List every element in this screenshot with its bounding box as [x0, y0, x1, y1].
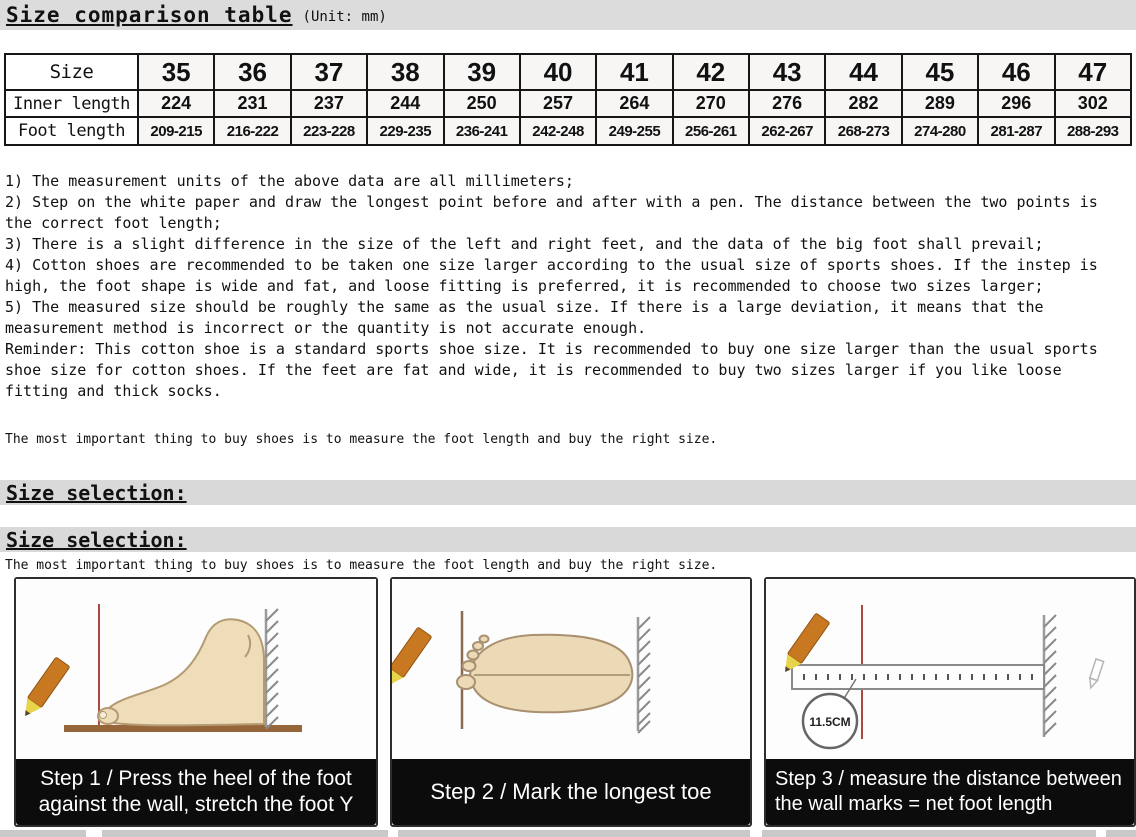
foot-side-view: [104, 619, 264, 725]
size-selection-heading-1: Size selection:: [6, 481, 187, 505]
table-cell: 237: [291, 90, 367, 117]
table-cell: 209-215: [138, 117, 214, 145]
wall-hatch: [638, 617, 650, 733]
table-cell: 270: [673, 90, 749, 117]
toe-4: [473, 642, 483, 650]
note-reminder: Reminder: This cotton shoe is a standard sports shoe size. It is recommended to buy one size larger than the usual sports shoe size for cotton shoes. If the feet are fat and wide, it is recommended to buy two sizes larger if you like loose fitting and thick socks.: [5, 339, 1133, 402]
table-cell: 242-248: [520, 117, 596, 145]
step3-caption: Step 3 / measure the distance between the wall marks = net foot length: [766, 759, 1134, 825]
page-title: Size comparison table: [6, 3, 293, 27]
note-4: 4) Cotton shoes are recommended to be taken one size larger according to the usual size of sports shoes. If the instep is high, the foot shape is wide and fat, and loose fitting is preferred, it is recommended to choose two sizes larger;: [5, 255, 1133, 297]
table-cell: 302: [1055, 90, 1132, 117]
table-row-foot-length: [5, 117, 1131, 145]
note-3: 3) There is a slight difference in the size of the left and right feet, and the data of the big foot shall prevail;: [5, 234, 1133, 255]
table-cell: 39: [444, 54, 520, 90]
table-cell: 44: [825, 54, 901, 90]
table-cell: 274-280: [902, 117, 978, 145]
table-cell: 262-267: [749, 117, 825, 145]
table-cell: 282: [825, 90, 901, 117]
table-cell: 276: [749, 90, 825, 117]
table-cell: 223-228: [291, 117, 367, 145]
measurement-notes: [0, 171, 1133, 402]
step3-illustration: [766, 579, 1134, 759]
table-cell: 46: [978, 54, 1054, 90]
table-cell: 250: [444, 90, 520, 117]
table-cell: 229-235: [367, 117, 443, 145]
table-cell: 244: [367, 90, 443, 117]
table-cell: 37: [291, 54, 367, 90]
table-row-size: [5, 54, 1131, 90]
toe-2: [463, 661, 476, 671]
table-cell: 40: [520, 54, 596, 90]
buying-tip-text-repeat: The most important thing to buy shoes is to measure the foot length and buy the right size.: [0, 558, 1136, 573]
table-cell: 42: [673, 54, 749, 90]
unit-label: (Unit: mm): [303, 6, 387, 25]
size-comparison-header-bar: [0, 0, 1136, 30]
size-selection-heading-bar-2: [0, 527, 1136, 552]
step1-panel: [14, 577, 378, 827]
row-header-inner-length: Inner length: [5, 90, 138, 117]
row-header-foot-length: Foot length: [5, 117, 138, 145]
step1-caption: Step 1 / Press the heel of the foot against the wall, stretch the foot Y: [16, 759, 376, 825]
table-cell: 289: [902, 90, 978, 117]
small-pencil-sketch: [1087, 659, 1104, 689]
table-cell: 216-222: [214, 117, 290, 145]
size-selection-heading-bar-1: [0, 480, 1136, 505]
buying-tip-text: The most important thing to buy shoes is to measure the foot length and buy the right size.: [0, 432, 1136, 447]
toe-5: [480, 636, 489, 643]
table-cell: 231: [214, 90, 290, 117]
pencil-icon: [18, 657, 70, 721]
wall-hatch: [266, 609, 278, 729]
toe-nail: [100, 712, 107, 719]
size-comparison-table: [4, 53, 1132, 146]
table-cell: 249-255: [596, 117, 672, 145]
wall-hatch: [1044, 615, 1056, 735]
table-cell: 36: [214, 54, 290, 90]
table-cell: 38: [367, 54, 443, 90]
table-cell: 47: [1055, 54, 1132, 90]
step2-caption: Step 2 / Mark the longest toe: [392, 759, 750, 825]
ruler-measurement-label: 11.5CM: [809, 715, 850, 729]
table-cell: 224: [138, 90, 214, 117]
table-cell: 296: [978, 90, 1054, 117]
table-cell: 268-273: [825, 117, 901, 145]
note-1: 1) The measurement units of the above data are all millimeters;: [5, 171, 1133, 192]
measurement-steps: [0, 577, 1136, 827]
note-5: 5) The measured size should be roughly the same as the usual size. If there is a large deviation, it means that the measurement method is incorrect or the quantity is not accurate enough.: [5, 297, 1133, 339]
table-cell: 45: [902, 54, 978, 90]
toe-3: [468, 651, 479, 660]
pencil-icon: [392, 627, 432, 691]
ruler: [792, 665, 1044, 689]
table-cell: 288-293: [1055, 117, 1132, 145]
table-cell: 256-261: [673, 117, 749, 145]
table-cell: 41: [596, 54, 672, 90]
table-row-inner-length: [5, 90, 1131, 117]
note-2: 2) Step on the white paper and draw the longest point before and after with a pen. The distance between the two points is the correct foot length;: [5, 192, 1133, 234]
row-header-size: Size: [5, 54, 138, 90]
table-cell: 281-287: [978, 117, 1054, 145]
step2-illustration: [392, 579, 750, 759]
step1-illustration: [16, 579, 376, 759]
table-cell: 43: [749, 54, 825, 90]
big-toe: [457, 675, 475, 689]
table-cell: 35: [138, 54, 214, 90]
step2-panel: [390, 577, 752, 827]
table-cell: 264: [596, 90, 672, 117]
size-selection-heading-2: Size selection:: [6, 528, 187, 552]
foot-top-view: [470, 635, 632, 713]
step3-panel: [764, 577, 1136, 827]
table-cell: 257: [520, 90, 596, 117]
next-content-peek-strip: [0, 829, 1136, 837]
table-cell: 236-241: [444, 117, 520, 145]
